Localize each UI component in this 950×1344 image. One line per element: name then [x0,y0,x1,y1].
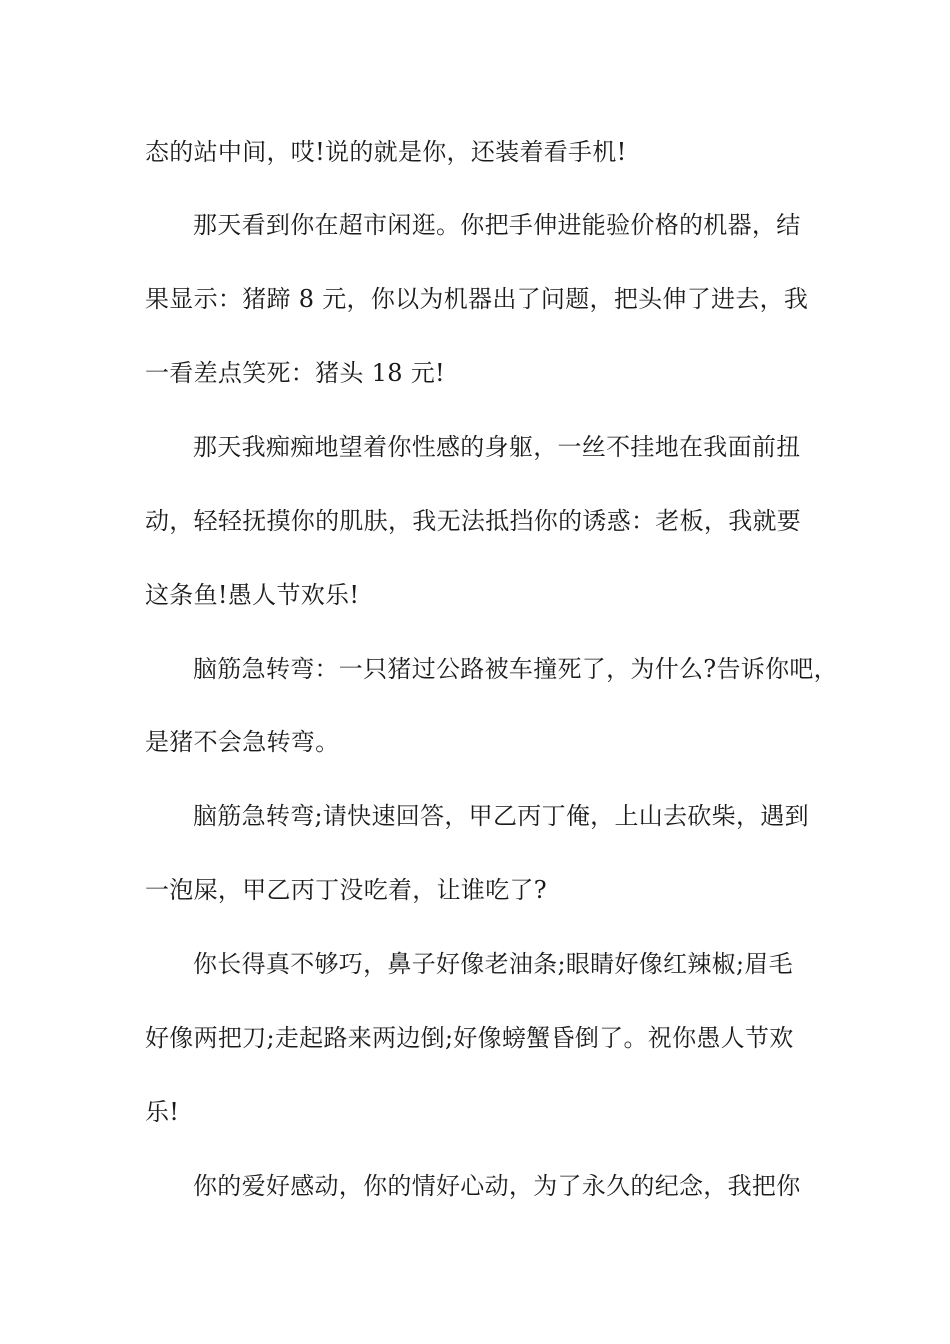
text-line-5: 那天我痴痴地望着你性感的身躯，一丝不挂地在我面前扭 [193,433,801,461]
text-line-15: 你的爱好感动，你的情好心动，为了永久的纪念，我把你 [193,1172,801,1200]
text-line-1: 态的站中间，哎!说的就是你，还装着看手机! [145,138,627,166]
text-line-6: 动，轻轻抚摸你的肌肤，我无法抵挡你的诱惑：老板，我就要 [145,507,802,535]
text-line-11: 一泡屎，甲乙丙丁没吃着，让谁吃了? [145,876,547,904]
text-line-10: 脑筋急转弯;请快速回答，甲乙丙丁俺，上山去砍柴，遇到 [193,802,809,830]
text-line-12: 你长得真不够巧，鼻子好像老油条;眼睛好像红辣椒;眉毛 [193,950,793,978]
text-line-8: 脑筋急转弯：一只猪过公路被车撞死了，为什么?告诉你吧， [193,655,838,683]
text-line-2: 那天看到你在超市闲逛。你把手伸进能验价格的机器，结 [193,211,801,239]
text-line-9: 是猪不会急转弯。 [145,728,340,756]
text-line-3: 果显示：猪蹄 8 元，你以为机器出了问题，把头伸了进去，我 [145,285,809,313]
text-line-13: 好像两把刀;走起路来两边倒;好像螃蟹昏倒了。祝你愚人节欢 [145,1024,794,1052]
text-line-14: 乐! [145,1098,180,1126]
text-line-7: 这条鱼!愚人节欢乐! [145,581,360,609]
text-line-4: 一看差点笑死：猪头 18 元! [145,359,445,387]
